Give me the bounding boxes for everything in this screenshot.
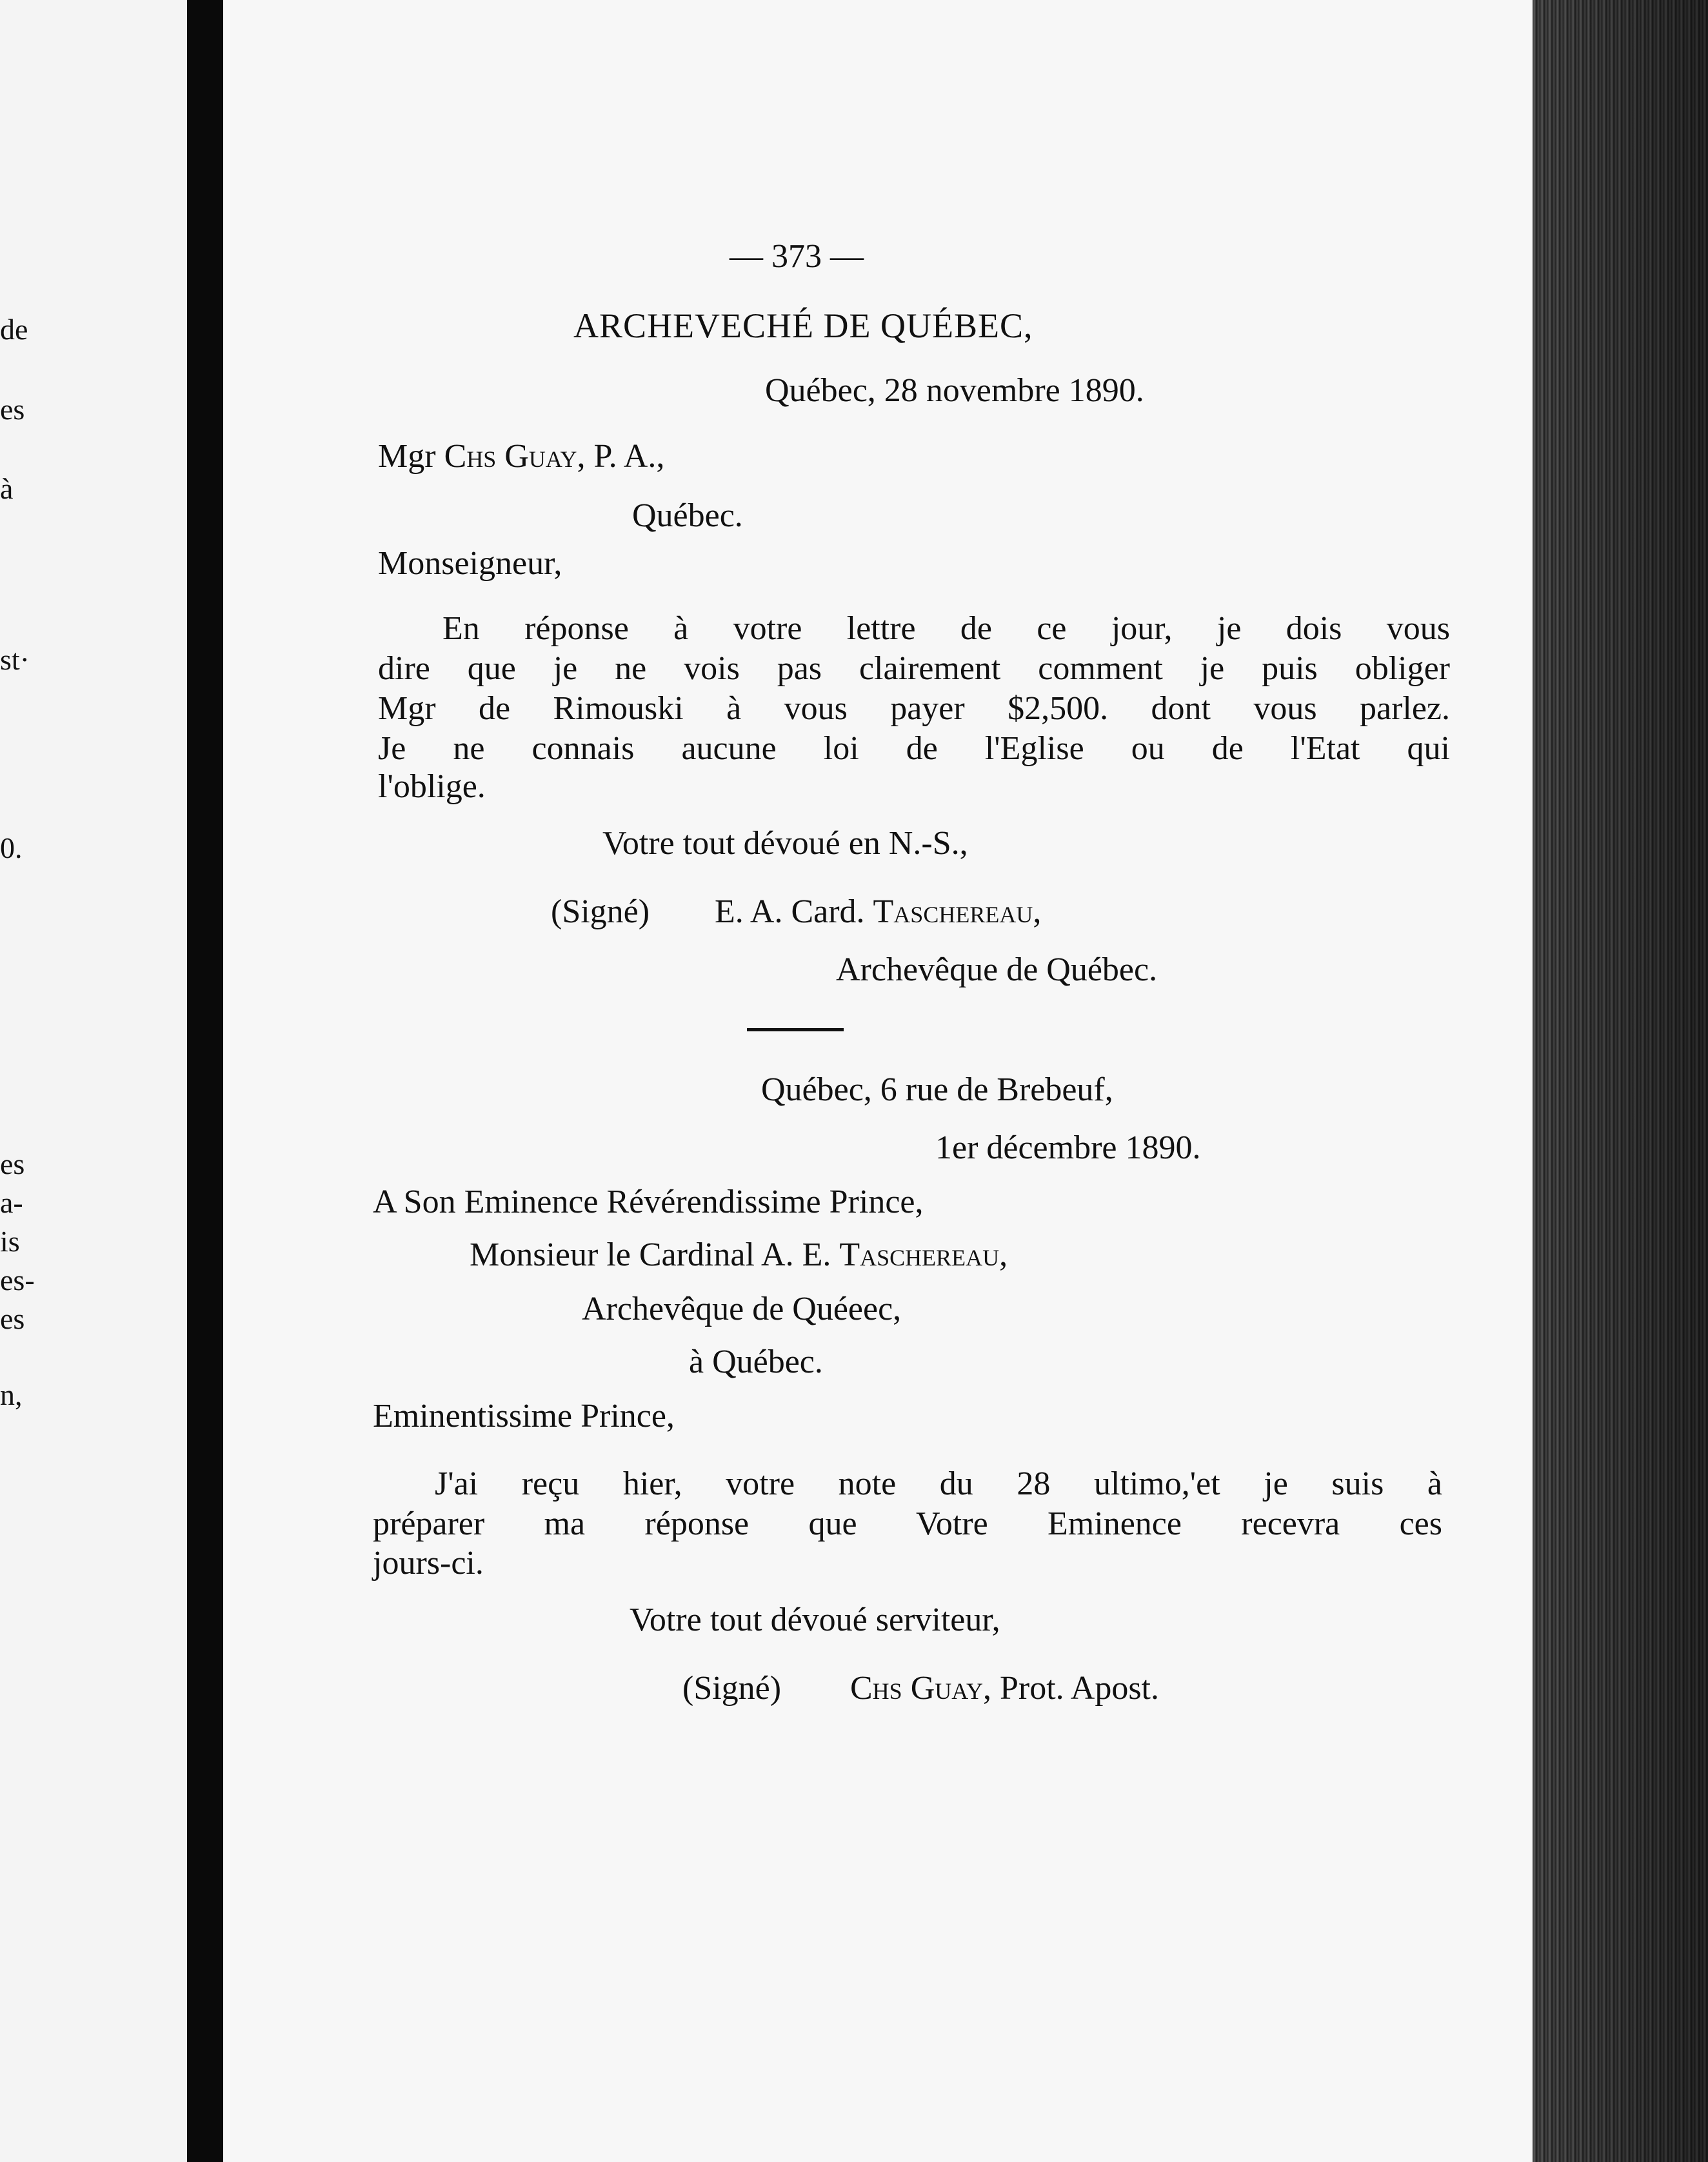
letter1-body-line: Je ne connais aucune loi de l'Eglise ou de l'Etat qui [378, 730, 1450, 767]
page-stack-edges [1533, 0, 1708, 2162]
page-edge-shade [1533, 0, 1708, 2162]
left-page-fragment: a- [0, 1186, 23, 1219]
letter2-signature [850, 1672, 1159, 1705]
letter2-address: Québec, 6 rue de Brebeuf, [761, 1071, 1113, 1108]
letter1-salutation: Monseigneur, [378, 545, 562, 582]
letter1-body-line: Mgr de Rimouski à vous payer $2,500. dont vous parlez. [378, 690, 1450, 727]
letter1-heading: ARCHEVECHÉ DE QUÉBEC, [573, 306, 1033, 345]
left-page-fragment: es [0, 393, 25, 426]
letter1-recipient-name: Chs Guay [444, 438, 577, 475]
page-number: — 373 — [730, 238, 864, 275]
letter2-date: 1er décembre 1890. [935, 1129, 1201, 1166]
left-page-fragment: de [0, 313, 28, 346]
letter1-date: Québec, 28 novembre 1890. [765, 372, 1144, 409]
left-page-fragment: n, [0, 1378, 23, 1411]
left-facing-page [0, 0, 187, 2162]
letter1-signature-prefix: E. A. Card. [715, 893, 873, 930]
letter2-recipient-line3: Archevêque de Quéeec, [582, 1291, 902, 1327]
letter1-recipient-prefix: Mgr [378, 438, 444, 475]
letter1-recipient-city: Québec. [632, 497, 743, 534]
letter2-signature-suffix: , Prot. Apost. [982, 1670, 1160, 1707]
left-page-fragment: st· [0, 643, 30, 676]
letter1-signed-label: (Signé) [551, 893, 650, 930]
letter2-recipient-line2-name: Taschereau [839, 1236, 1000, 1273]
letter2-recipient-line2 [470, 1238, 1008, 1272]
letter2-closing: Votre tout dévoué serviteur, [630, 1602, 1000, 1638]
letter1-signature-title: Archevêque de Québec. [836, 951, 1158, 988]
letter2-recipient-line2-suffix: , [999, 1236, 1008, 1273]
book-page [223, 0, 1533, 2162]
letter1-body [378, 609, 1450, 769]
letter1-signature-name: Taschereau [873, 893, 1033, 930]
left-page-fragment: es [0, 1302, 25, 1335]
letter2-body-last-line: jours-ci. [373, 1545, 484, 1582]
letter2-body-line: J'ai reçu hier, votre note du 28 ultimo,'et je suis à [435, 1465, 1442, 1502]
letter1-body-last-line: l'oblige. [378, 768, 486, 805]
letter2-body [373, 1464, 1442, 1544]
letter2-recipient-line1: A Son Eminence Révérendissime Prince, [373, 1184, 924, 1220]
left-page-fragment: es [0, 1147, 25, 1180]
letter1-closing: Votre tout dévoué en N.-S., [602, 825, 968, 862]
letter1-body-line: En réponse à votre lettre de ce jour, je dois vous [442, 610, 1450, 647]
book-gutter [187, 0, 223, 2162]
letter2-recipient-line2-prefix: Monsieur le Cardinal A. E. [470, 1236, 840, 1273]
letter1-recipient-suffix: , P. A., [577, 438, 665, 475]
letter2-recipient-line4: à Québec. [689, 1344, 823, 1380]
separator-rule [747, 1028, 844, 1031]
left-page-fragment: à [0, 472, 14, 505]
left-page-fragment: is [0, 1225, 20, 1258]
letter1-body-line: dire que je ne vois pas clairement comment je puis obliger [378, 650, 1450, 687]
letter1-signature-suffix: , [1033, 893, 1042, 930]
left-page-fragment: es- [0, 1264, 35, 1296]
left-page-fragment: 0. [0, 831, 23, 864]
letter2-signature-name: Chs Guay [850, 1670, 983, 1707]
letter1-signature [715, 895, 1041, 929]
letter1-recipient [378, 440, 664, 473]
letter2-signed-label: (Signé) [682, 1670, 782, 1707]
letter2-salutation: Eminentissime Prince, [373, 1398, 675, 1434]
letter2-body-line: préparer ma réponse que Votre Eminence recevra ces [373, 1505, 1442, 1542]
